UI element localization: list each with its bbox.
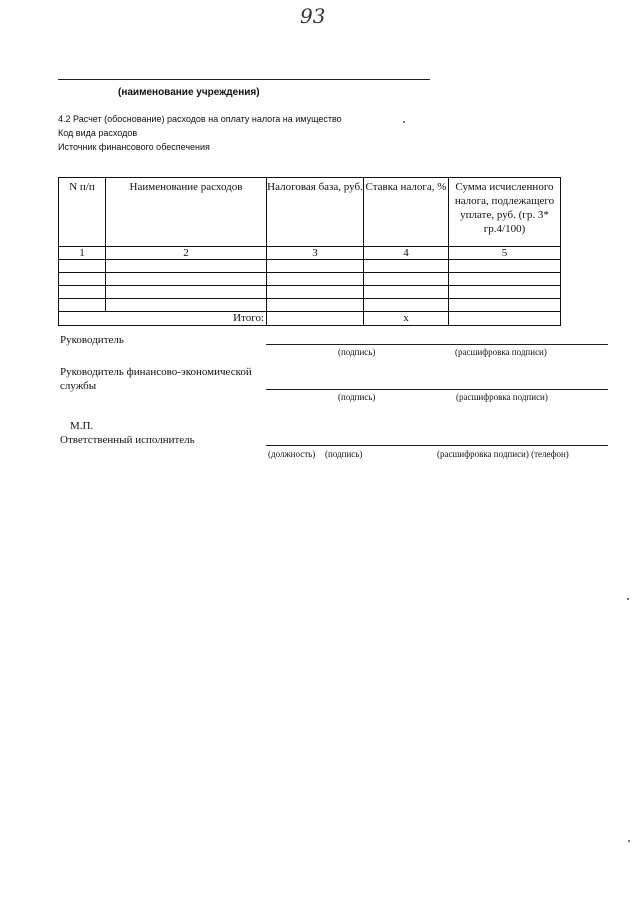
table-row [59,286,561,299]
cell[interactable] [449,286,561,299]
total-tax-base-cell[interactable] [267,312,364,326]
cell[interactable] [449,273,561,286]
cell[interactable] [364,260,449,273]
col-header-expense-name: Наименование расходов [106,178,267,247]
institution-line [58,79,430,80]
scan-speck [403,121,405,123]
col-number-1: 1 [59,247,106,260]
funding-source-label: Источник финансового обеспечения [58,142,210,152]
head-label: Руководитель [60,334,124,346]
table-header-row [59,178,561,247]
finance-decode-caption: (расшифровка подписи) [456,392,548,402]
cell[interactable] [364,286,449,299]
cell[interactable] [59,286,106,299]
col-header-number: N п/п [59,178,106,247]
head-signature-line[interactable] [266,344,608,345]
cell[interactable] [59,273,106,286]
cell[interactable] [267,299,364,312]
finance-sign-caption: (подпись) [338,392,376,402]
cell[interactable] [106,299,267,312]
head-sign-caption: (подпись) [338,347,376,357]
stamp-label: М.П. [70,420,94,432]
column-number-row [59,247,561,260]
col-number-5: 5 [449,247,561,260]
cell[interactable] [267,273,364,286]
institution-caption: (наименование учреждения) [118,87,260,98]
total-rate-mark: x [364,312,449,326]
cell[interactable] [267,286,364,299]
cell[interactable] [106,260,267,273]
executor-decode-caption: (расшифровка подписи) (телефон) [437,449,569,459]
expense-code-label: Код вида расходов [58,128,138,138]
cell[interactable] [267,260,364,273]
finance-signature-line[interactable] [266,389,608,390]
col-header-tax-amount: Сумма исчисленного налога, подлежащего уплате, руб. (гр. 3* гр.4/100) [449,178,561,247]
executor-label: Ответственный исполнитель [60,434,195,446]
scan-speck [627,598,629,600]
cell[interactable] [364,273,449,286]
tax-calculation-table [58,177,561,326]
executor-position-caption: (должность) [268,449,316,459]
cell[interactable] [364,299,449,312]
executor-signature-line[interactable] [266,445,608,446]
finance-head-label-line1: Руководитель финансово-экономической [60,366,252,378]
col-number-3: 3 [267,247,364,260]
col-number-4: 4 [364,247,449,260]
col-header-tax-base: Налоговая база, руб. [267,178,364,247]
col-header-tax-rate: Ставка налога, % [364,178,449,247]
total-label: Итого: [59,312,267,326]
finance-head-label-line2: службы [60,380,97,392]
table-row [59,273,561,286]
page-number: 93 [300,4,326,28]
col-number-2: 2 [106,247,267,260]
table-row [59,299,561,312]
executor-sign-caption: (подпись) [325,449,363,459]
cell[interactable] [59,299,106,312]
total-row [59,312,561,326]
cell[interactable] [106,286,267,299]
cell[interactable] [449,299,561,312]
table-row [59,260,561,273]
head-decode-caption: (расшифровка подписи) [455,347,547,357]
cell[interactable] [106,273,267,286]
section-title: 4.2 Расчет (обоснование) расходов на оплату налога на имущество [58,114,342,124]
cell[interactable] [449,260,561,273]
total-tax-amount-cell[interactable] [449,312,561,326]
cell[interactable] [59,260,106,273]
scan-speck [628,840,630,842]
